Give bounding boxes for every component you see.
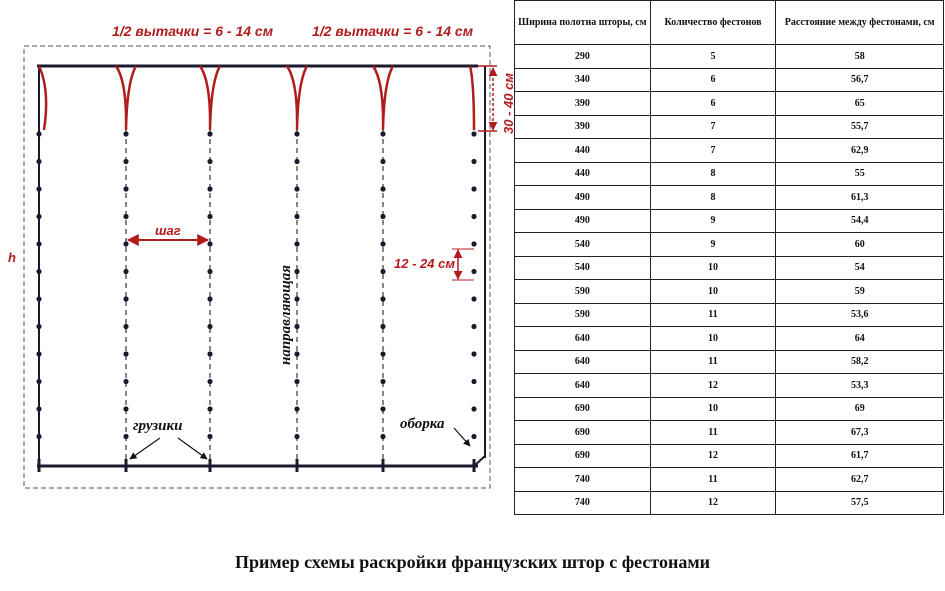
- ring-dot: [294, 214, 299, 219]
- ring-dot: [294, 269, 299, 274]
- ring-dot: [380, 324, 385, 329]
- cell-distance: 69: [776, 397, 944, 421]
- cell-width: 690: [515, 397, 651, 421]
- dart-label-right: 1/2 вытачки = 6 - 14 см: [312, 23, 474, 39]
- cell-count: 7: [650, 139, 776, 163]
- ring-dot: [294, 324, 299, 329]
- cell-width: 390: [515, 115, 651, 139]
- ring-dot: [471, 269, 476, 274]
- table-row: [515, 350, 944, 374]
- cell-count: 7: [650, 115, 776, 139]
- table-row: [515, 209, 944, 233]
- ring-dot: [471, 324, 476, 329]
- table-row: [515, 421, 944, 445]
- ring-dot: [36, 269, 41, 274]
- table-row: [515, 68, 944, 92]
- cell-width: 490: [515, 209, 651, 233]
- header-width: Ширина полотна шторы, см: [515, 1, 651, 45]
- cell-distance: 67,3: [776, 421, 944, 445]
- ring-dot: [123, 434, 128, 439]
- height-label: h: [8, 250, 16, 265]
- table-row: [515, 256, 944, 280]
- table-row: [515, 233, 944, 257]
- cell-count: 11: [650, 303, 776, 327]
- ring-dot: [123, 406, 128, 411]
- dart-left-edge: [39, 66, 46, 130]
- cell-width: 640: [515, 374, 651, 398]
- ring-dot: [380, 379, 385, 384]
- cell-count: 11: [650, 350, 776, 374]
- ring-dot: [294, 351, 299, 356]
- cell-distance: 65: [776, 92, 944, 116]
- cell-width: 440: [515, 139, 651, 163]
- ring-dot: [207, 351, 212, 356]
- cell-width: 590: [515, 303, 651, 327]
- table-row: [515, 280, 944, 304]
- cell-count: 11: [650, 468, 776, 492]
- weights-arrow-left: [130, 438, 160, 459]
- ring-dot: [36, 159, 41, 164]
- ring-dot: [123, 379, 128, 384]
- table-row: [515, 45, 944, 69]
- step-label: шаг: [155, 223, 181, 238]
- cell-width: 390: [515, 92, 651, 116]
- curtain-pattern-diagram: [0, 0, 516, 530]
- ring-dot: [207, 159, 212, 164]
- ring-dot: [471, 379, 476, 384]
- ring-dot: [123, 159, 128, 164]
- cell-distance: 61,7: [776, 444, 944, 468]
- ring-dot: [36, 186, 41, 191]
- table-row: [515, 303, 944, 327]
- table-row: [515, 374, 944, 398]
- ring-dot: [380, 269, 385, 274]
- ring-dot: [123, 214, 128, 219]
- ring-dot: [207, 296, 212, 301]
- cell-distance: 59: [776, 280, 944, 304]
- figure-caption: Пример схемы раскройки французских штор с фестонами: [235, 552, 710, 572]
- ring-dot: [36, 296, 41, 301]
- ring-dot: [294, 406, 299, 411]
- table-body: [515, 45, 944, 515]
- table-row: [515, 115, 944, 139]
- dart-3: [287, 66, 307, 130]
- ring-dot: [207, 186, 212, 191]
- cell-count: 6: [650, 68, 776, 92]
- cell-count: 9: [650, 209, 776, 233]
- dart-4: [373, 66, 393, 130]
- spacing-label: 12 - 24 см: [394, 256, 455, 271]
- ring-dot: [36, 324, 41, 329]
- ring-dot: [207, 131, 212, 136]
- ring-dot: [294, 296, 299, 301]
- dart-depth-label: 30 - 40 см: [501, 73, 516, 134]
- ring-dot: [380, 241, 385, 246]
- ring-dot: [471, 186, 476, 191]
- cell-count: 12: [650, 491, 776, 515]
- ring-dot: [207, 379, 212, 384]
- weights-label: грузики: [133, 418, 183, 434]
- cell-count: 8: [650, 162, 776, 186]
- cell-count: 12: [650, 374, 776, 398]
- cell-count: 8: [650, 186, 776, 210]
- cell-distance: 55: [776, 162, 944, 186]
- cell-distance: 62,7: [776, 468, 944, 492]
- cell-width: 290: [515, 45, 651, 69]
- ring-dot: [471, 159, 476, 164]
- cell-count: 10: [650, 256, 776, 280]
- cell-count: 9: [650, 233, 776, 257]
- ring-dot: [207, 241, 212, 246]
- frill-label: оборка: [400, 416, 445, 432]
- cell-width: 440: [515, 162, 651, 186]
- cell-distance: 53,6: [776, 303, 944, 327]
- cell-width: 640: [515, 327, 651, 351]
- ring-dot: [207, 269, 212, 274]
- ring-dot: [380, 131, 385, 136]
- weights-arrow-right: [178, 438, 207, 459]
- cell-width: 740: [515, 468, 651, 492]
- frill-arrow: [454, 428, 470, 446]
- cell-width: 540: [515, 256, 651, 280]
- cell-count: 10: [650, 327, 776, 351]
- ring-dot: [471, 296, 476, 301]
- ring-dot: [123, 131, 128, 136]
- ring-dot: [123, 324, 128, 329]
- ring-dot: [471, 406, 476, 411]
- ring-dot: [380, 186, 385, 191]
- cell-width: 490: [515, 186, 651, 210]
- ring-dot: [36, 241, 41, 246]
- ring-dot: [123, 186, 128, 191]
- ring-dot: [471, 351, 476, 356]
- cell-distance: 57,5: [776, 491, 944, 515]
- cell-distance: 55,7: [776, 115, 944, 139]
- ring-dot: [36, 214, 41, 219]
- ring-dot: [123, 241, 128, 246]
- ring-dot: [380, 434, 385, 439]
- ring-dot: [207, 434, 212, 439]
- frill-corner: [474, 456, 485, 466]
- ring-dot: [380, 406, 385, 411]
- ring-dot: [207, 406, 212, 411]
- cell-count: 11: [650, 421, 776, 445]
- ring-dot: [380, 159, 385, 164]
- cell-count: 6: [650, 92, 776, 116]
- ring-dot: [294, 379, 299, 384]
- ring-dot: [36, 379, 41, 384]
- ring-dot: [380, 296, 385, 301]
- ring-dot: [36, 131, 41, 136]
- ring-dot: [294, 131, 299, 136]
- scallop-table: [514, 0, 944, 515]
- dart-1: [116, 66, 136, 130]
- cell-distance: 60: [776, 233, 944, 257]
- table-row: [515, 92, 944, 116]
- cell-count: 10: [650, 397, 776, 421]
- ring-dot: [36, 434, 41, 439]
- cell-width: 740: [515, 491, 651, 515]
- table-row: [515, 397, 944, 421]
- ring-dot: [294, 159, 299, 164]
- ring-dot: [380, 351, 385, 356]
- cell-width: 690: [515, 444, 651, 468]
- table-row: [515, 327, 944, 351]
- header-count: Количество фестонов: [650, 1, 776, 45]
- cell-distance: 64: [776, 327, 944, 351]
- ring-dot: [36, 406, 41, 411]
- table-row: [515, 491, 944, 515]
- table-row: [515, 186, 944, 210]
- cell-count: 10: [650, 280, 776, 304]
- ring-dot: [36, 351, 41, 356]
- ring-dot: [471, 241, 476, 246]
- cell-distance: 53,3: [776, 374, 944, 398]
- table-row: [515, 444, 944, 468]
- guide-label: направляющая: [278, 265, 294, 365]
- ring-dot: [471, 434, 476, 439]
- ring-dot: [380, 214, 385, 219]
- cell-distance: 61,3: [776, 186, 944, 210]
- cell-distance: 54,4: [776, 209, 944, 233]
- table-row: [515, 468, 944, 492]
- dart-right-edge: [470, 66, 474, 130]
- cell-width: 640: [515, 350, 651, 374]
- cell-count: 5: [650, 45, 776, 69]
- ring-dot: [207, 214, 212, 219]
- ring-dot: [207, 324, 212, 329]
- ring-dot: [471, 131, 476, 136]
- table-row: [515, 139, 944, 163]
- cell-count: 12: [650, 444, 776, 468]
- ring-dot: [471, 214, 476, 219]
- cell-distance: 56,7: [776, 68, 944, 92]
- ring-dot: [294, 241, 299, 246]
- ring-dot: [123, 351, 128, 356]
- cell-distance: 62,9: [776, 139, 944, 163]
- cell-distance: 54: [776, 256, 944, 280]
- cell-width: 340: [515, 68, 651, 92]
- cell-distance: 58,2: [776, 350, 944, 374]
- ring-dot: [123, 269, 128, 274]
- dart-2: [200, 66, 220, 130]
- table-header-row: [515, 1, 944, 45]
- ring-dot: [294, 186, 299, 191]
- ring-dot: [294, 434, 299, 439]
- darts: [39, 66, 474, 130]
- header-distance: Расстояние между фестонами, см: [776, 1, 944, 45]
- dart-label-left: 1/2 вытачки = 6 - 14 см: [112, 23, 274, 39]
- cell-width: 690: [515, 421, 651, 445]
- cell-width: 540: [515, 233, 651, 257]
- table-row: [515, 162, 944, 186]
- ring-dot: [123, 296, 128, 301]
- cell-distance: 58: [776, 45, 944, 69]
- cell-width: 590: [515, 280, 651, 304]
